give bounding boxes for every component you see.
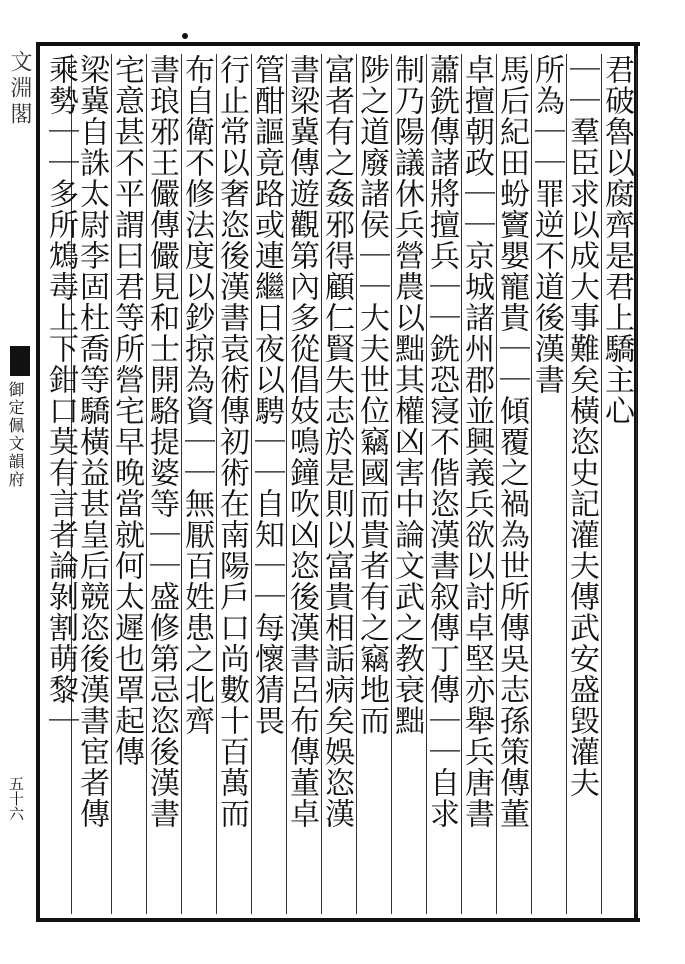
text-column-16: 梁冀自誅太尉李固杜喬等驕橫益甚皇后競恣後漢書宦者傳 bbox=[71, 54, 112, 914]
book-title-label: 御定佩文韻府 bbox=[6, 381, 25, 489]
text-column-3: 所為｜｜罪逆不道後漢書 bbox=[526, 54, 567, 914]
text-column-4: 馬后紀田蚡竇嬰寵貴｜｜傾覆之禍為世所傳吳志孫策傳董 bbox=[491, 54, 532, 914]
text-column-13: 布自衛不修法度以鈔掠為資｜｜無厭百姓患之北齊 bbox=[176, 54, 217, 914]
text-column-2: ｜｜羣臣求以成大事難矣橫恣史記灌夫傳武安盛毀灌夫 bbox=[561, 54, 602, 914]
text-column-7: 制乃陽議休兵營農以黜其權凶害中論文武之教衰黜 bbox=[386, 54, 427, 914]
text-column-8: 陟之道廢諸侯｜｜大夫世位竊國而貴者有之竊地而 bbox=[351, 54, 392, 914]
text-column-11: 管酣謳竟路或連繼日夜以騁｜｜自知｜｜每懷猜畏 bbox=[246, 54, 287, 914]
gutter-fragment: 文淵閣 bbox=[7, 50, 32, 128]
text-column-5: 卓擅朝政｜｜京城諸州郡並興義兵欲以討卓堅亦舉兵唐書 bbox=[456, 54, 497, 914]
text-column-6: 蕭銑傳諸將擅兵｜｜銑恐寖不偕恣漢書叙傳丁傳｜｜自求 bbox=[421, 54, 462, 914]
text-column-17: 乘勢｜｜多所鴆毒上下鉗口莫有言者論剝割萌黎｜ bbox=[40, 54, 72, 914]
text-column-9: 富者有之姦邪得顧仁賢失志於是則以富貴相詬病矣娛恣漢 bbox=[316, 54, 357, 914]
text-column-14: 書琅邪王儼傳儼見和士開駱提婆等｜｜盛修第忌恣後漢書 bbox=[141, 54, 182, 914]
fishtail-mark bbox=[10, 346, 30, 376]
top-border bbox=[40, 42, 640, 46]
margin-gutter bbox=[0, 46, 36, 918]
text-column-12: 行止常以奢恣後漢書袁術傳初術在南陽戶口尚數十百萬而 bbox=[211, 54, 252, 914]
text-column-1: 君破魯以腐齊是君上驕主心 bbox=[596, 54, 637, 914]
page-number: 五十六 bbox=[7, 776, 25, 821]
ink-dot bbox=[182, 33, 188, 39]
text-column-15: 宅意甚不平謂曰君等所營宅早晚當就何太遲也罩起傳 bbox=[106, 54, 147, 914]
bottom-border bbox=[40, 918, 640, 922]
text-column-10: 書梁冀傳遊觀第內多從倡妓鳴鐘吹凶恣後漢書呂布傳董卓 bbox=[281, 54, 322, 914]
